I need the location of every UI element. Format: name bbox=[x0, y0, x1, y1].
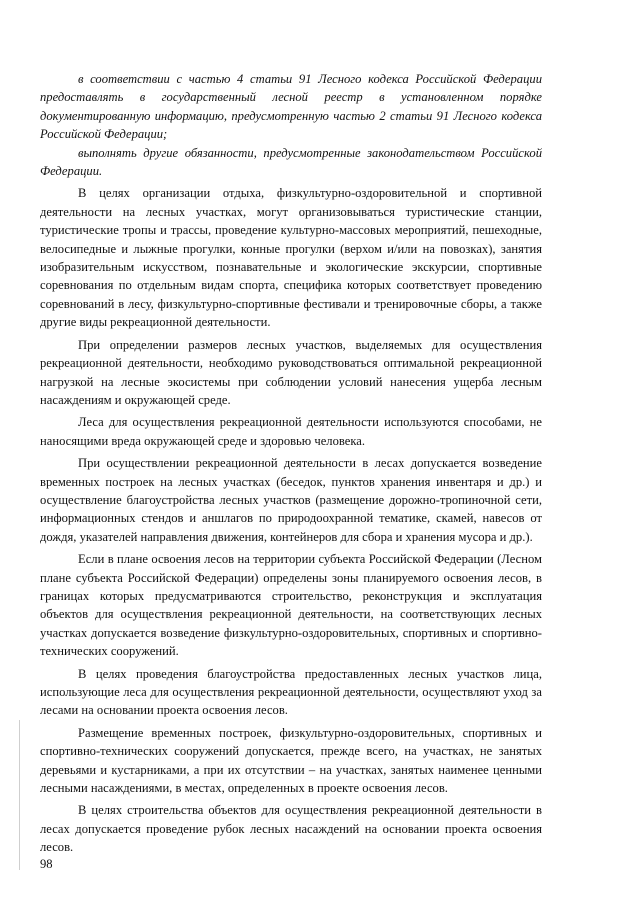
paragraph-report-to-registry: в соответствии с частью 4 статьи 91 Лесного кодекса Российской Федерации предоставлять в государственный лесной реестр в установленном порядке документированную информацию, предусмотренную частью 2 статьи 91 Лесного кодекса Российской Федерации; bbox=[40, 72, 542, 142]
paragraph-recreation-purposes: В целях организации отдыха, физкультурно-оздоровительной и спортивной деятельности на лесных участках, могут организовываться туристические станции, туристические тропы и трассы, проведение культурно-массовых мероприятий, пешеходные, велосипедные и лыжные прогулки, конные прогулки (верхом и/или на повозках), занятия изобразительным искусством, познавательные и экологические экскурсии, спортивные соревнования по отдельным видам спорта, специфика которых соответствует проведению соревнований в лесу, физкультурно-спортивные фестивали и тренировочные сборы, а также другие виды рекреационной деятельности. bbox=[40, 186, 542, 330]
paragraph-other-obligations: выполнять другие обязанности, предусмотренные законодательством Российской Федерации. bbox=[40, 145, 542, 179]
paragraph-temporary-buildings: При осуществлении рекреационной деятельности в лесах допускается возведение временных построек на лесных участках (беседок, пунктов хранения инвентаря и др.) и осуществление благоустройства лесных участков (размещение дорожно-тропиночной сети, информационных стендов и аншлагов по природоохранной тематике, скамей, навесов от дождя, указателей направления движения, контейнеров для сбора и хранения мусора и др.). bbox=[40, 456, 542, 544]
paragraph-felling: В целях строительства объектов для осуществления рекреационной деятельности в лесах допускается проведение рубок лесных насаждений на основании проекта освоения лесов. bbox=[40, 803, 542, 855]
paragraph-placement: Размещение временных построек, физкультурно-оздоровительных, спортивных и спортивно-технических сооружений допускается, прежде всего, на участках, не занятых деревьями и кустарниками, а при их отсутствии – на участках, занятых наименее ценными лесными насаждениями, в местах, определенных в проекте освоения лесов. bbox=[40, 725, 542, 796]
paragraph-plot-sizes: При определении размеров лесных участков, выделяемых для осуществления рекреационной деятельности, необходимо руководствоваться оптимальной рекреационной нагрузкой на лесные экосистемы при соблюдении условий нанесения ущерба лесным насаждениям и окружающей среде. bbox=[40, 337, 542, 407]
body-text bbox=[40, 70, 542, 857]
paragraph-planned-zones: Если в плане освоения лесов на территории субъекта Российской Федерации (Лесном плане субъекта Российской Федерации) определены зоны планируемого освоения лесов, в границах которых предусматриваются строительство, реконструкция и эксплуатация объектов для осуществления рекреационной деятельности, на соответствующих лесных участках допускается возведение физкультурно-оздоровительных, спортивных и спортивно-технических сооружений. bbox=[40, 552, 542, 659]
paragraph-forest-care: В целях проведения благоустройства предоставленных лесных участков лица, использующие леса для осуществления рекреационной деятельности, осуществляют уход за лесами на основании проекта освоения лесов. bbox=[40, 666, 542, 718]
scan-edge-line bbox=[19, 720, 20, 870]
paragraph-use-methods: Леса для осуществления рекреационной деятельности используются способами, не наносящими вреда окружающей среде и здоровью человека. bbox=[40, 415, 542, 448]
page-number: 98 bbox=[40, 857, 53, 871]
